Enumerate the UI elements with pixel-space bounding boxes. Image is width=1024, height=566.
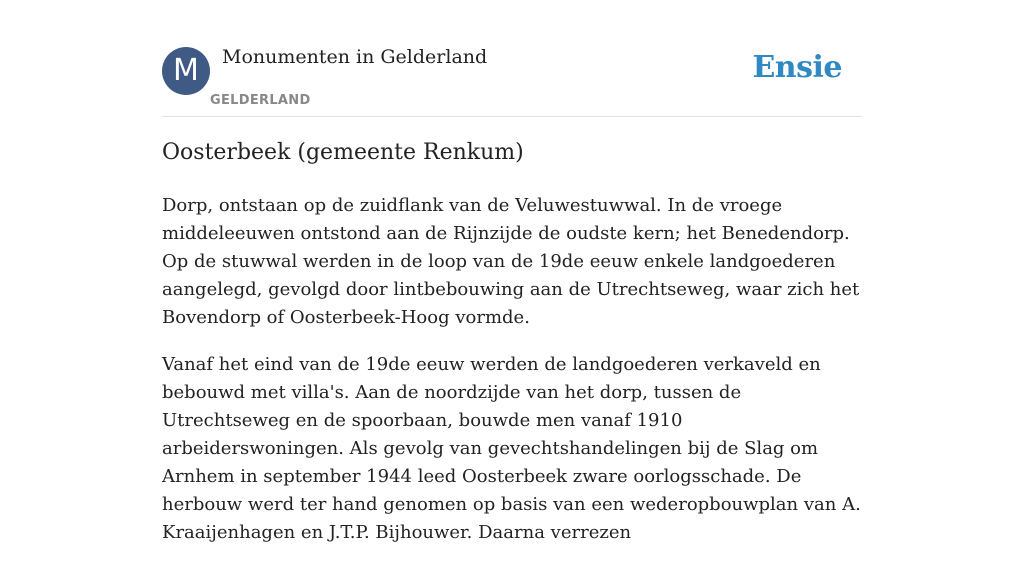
article-paragraph: Dorp, ontstaan op de zuidflank van de Veluwestuwwal. In de vroege middeleeuwen ontstond aan de Rijnzijde de oudste kern; het Benedendorp. Op de stuwwal werden in de loop van de 19de eeuw enkele landgoederen aangelegd, gevolgd door lintbebouwing aan de Utrechtseweg, waar zich het Bovendorp of Oosterbeek-Hoog vormde.: [162, 195, 860, 328]
article-paragraph: Vanaf het eind van de 19de eeuw werden de landgoederen verkaveld en bebouwd met villa's. Aan de noordzijde van het dorp, tussen de Utrechtseweg en de spoorbaan, bouwde men vanaf 1910 arbeiderswoningen. Als gevolg van gevechtshandelingen bij de Slag om Arnhem in september 1944 leed Oosterbeek zware oorlogsschade. De herbouw werd ter hand genomen op basis van een wederopbouwplan van A. Kraaijenhagen en J.T.P. Bijhouwer. Daarna verrezen: [162, 354, 861, 543]
blog-category-link[interactable]: GELDERLAND: [210, 93, 311, 108]
header: [162, 0, 862, 117]
brand-logo[interactable]: Ensie: [752, 50, 842, 85]
avatar[interactable]: M: [162, 47, 210, 95]
article-body: [162, 192, 862, 566]
page: [162, 0, 862, 543]
blog-title-link[interactable]: Monumenten in Gelderland: [222, 46, 488, 68]
article-title: Oosterbeek (gemeente Renkum): [162, 140, 524, 165]
